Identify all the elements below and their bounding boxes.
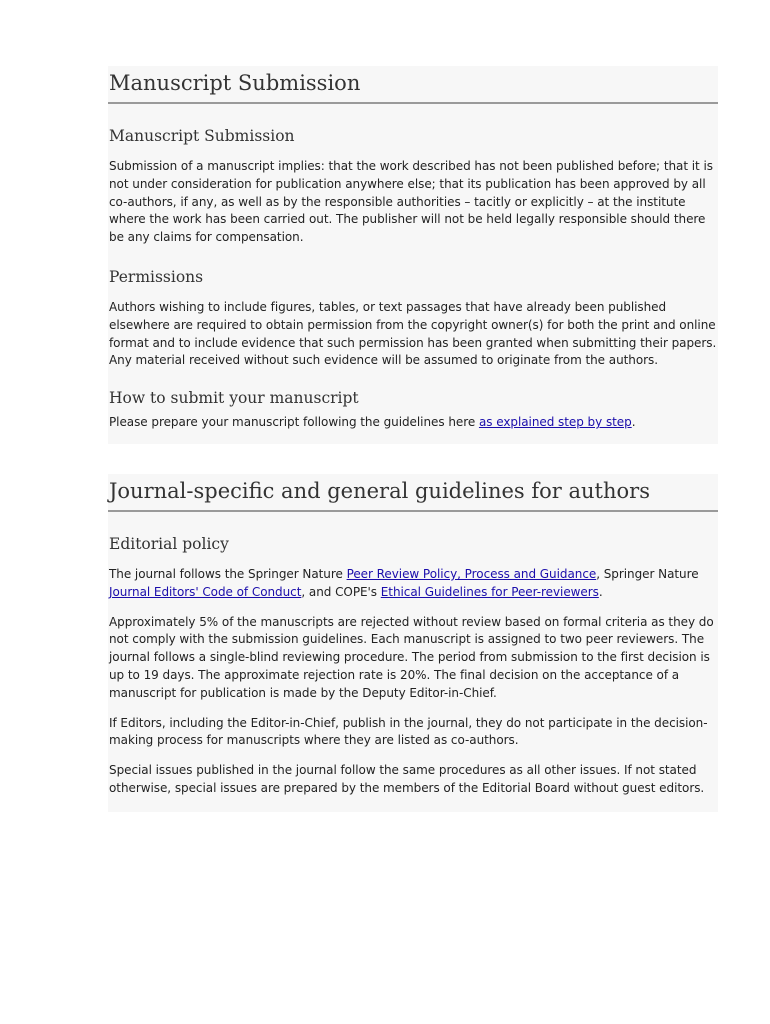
editorial-policy-paragraph-1 <box>108 566 718 602</box>
manuscript-submission-paragraph: Submission of a manuscript implies: that the work described has not been published before; that it is not under consideration for publication anywhere else; that its publication has been approved by all co-authors, if any, as well as by the responsible authorities – tacitly or explicitly – at the institute where the work has been carried out. The publisher will not be held legally responsible should there be any claims for compensation. <box>109 159 713 245</box>
section-spacer <box>108 444 718 474</box>
editorial-policy-paragraph-3: If Editors, including the Editor-in-Chief, publish in the journal, they do not participate in the decision-making process for manuscripts where they are listed as co-authors. <box>109 715 708 748</box>
subheading-manuscript-submission: Manuscript Submission <box>109 127 295 145</box>
document-page <box>108 66 718 812</box>
editorial-p1-text-mid1: , Springer Nature <box>596 566 699 581</box>
editorial-policy-paragraph-2: Approximately 5% of the manuscripts are rejected without review based on formal criteria as they do not comply with the submission guidelines. Each manuscript is assigned to two peer reviewers. The journal follows a single-blind reviewing procedure. The period from submission to the first decision is up to 19 days. The approximate rejection rate is 20%. The final decision on the acceptance of a manuscript for publication is made by the Deputy Editor-in-Chief. <box>109 614 714 700</box>
editorial-p1-text-start: The journal follows the Springer Nature <box>109 566 347 581</box>
section-heading-guidelines: Journal-specific and general guidelines for authors <box>108 474 718 512</box>
how-to-submit-period: . <box>631 415 636 430</box>
how-to-submit-paragraph <box>108 414 718 432</box>
subheading-how-to-submit: How to submit your manuscript <box>109 389 359 408</box>
submission-section <box>108 66 718 444</box>
editorial-policy-paragraph-4: Special issues published in the journal follow the same procedures as all other issues. If not stated otherwise, special issues are prepared by the members of the Editorial Board without guest editors. <box>109 763 705 795</box>
editors-code-of-conduct-link[interactable]: Journal Editors' Code of Conduct <box>109 584 302 599</box>
section-heading-manuscript-submission: Manuscript Submission <box>108 66 718 104</box>
ethical-guidelines-link[interactable]: Ethical Guidelines for Peer-reviewers <box>380 584 599 599</box>
subheading-editorial-policy: Editorial policy <box>109 534 229 553</box>
editorial-p1-text-end: . <box>598 584 603 599</box>
subheading-permissions: Permissions <box>109 267 204 286</box>
editorial-p1-text-mid2: , and COPE's <box>301 584 381 599</box>
guidelines-section <box>108 474 718 812</box>
step-by-step-link[interactable]: as explained step by step <box>478 415 632 430</box>
peer-review-policy-link[interactable]: Peer Review Policy, Process and Guidance <box>346 566 597 581</box>
how-to-submit-text: Please prepare your manuscript following the guidelines here <box>109 415 479 430</box>
section-tail-spacer <box>108 798 718 812</box>
permissions-paragraph: Authors wishing to include figures, tables, or text passages that have already been published elsewhere are required to obtain permission from the copyright owner(s) for both the print and online format and to include evidence that such permission has been granted when submitting their papers. Any material received without such evidence will be assumed to originate from the authors. <box>109 299 717 368</box>
